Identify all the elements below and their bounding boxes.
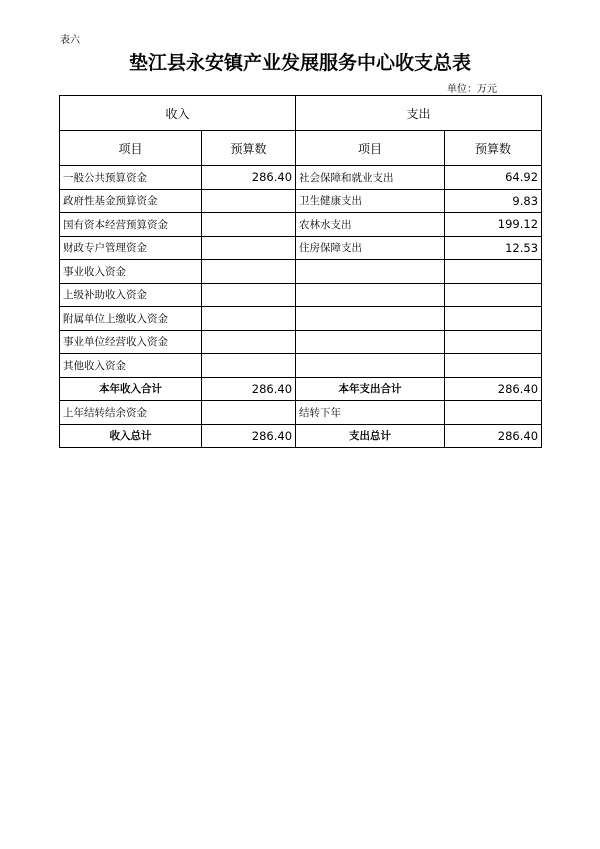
income-item-cell: 上级补助收入资金 <box>60 283 202 307</box>
table-row <box>60 213 542 237</box>
expense-carry-label: 结转下年 <box>296 401 445 425</box>
expense-subtotal-label: 本年支出合计 <box>296 377 445 401</box>
table-row <box>60 283 542 307</box>
income-value-cell <box>202 330 296 354</box>
income-item-cell: 一般公共预算资金 <box>60 166 202 190</box>
expense-item-cell <box>296 260 445 284</box>
income-item-cell: 其他收入资金 <box>60 354 202 378</box>
income-value-cell <box>202 260 296 284</box>
page-title: 垫江县永安镇产业发展服务中心收支总表 <box>128 52 471 74</box>
income-total-value: 286.40 <box>202 424 296 448</box>
income-value-cell <box>202 189 296 213</box>
expense-item-cell: 住房保障支出 <box>296 236 445 260</box>
table-row <box>60 307 542 331</box>
expense-value-cell: 64.92 <box>445 166 542 190</box>
unit-label: 单位：万元 <box>447 84 497 95</box>
expense-section-header: 支出 <box>296 96 542 131</box>
income-budget-header: 预算数 <box>202 131 296 166</box>
expense-item-cell <box>296 354 445 378</box>
income-subtotal-value: 286.40 <box>202 377 296 401</box>
income-carry-label: 上年结转结余资金 <box>60 401 202 425</box>
expense-item-cell: 农林水支出 <box>296 213 445 237</box>
expense-subtotal-value: 286.40 <box>445 377 542 401</box>
budget-summary-table <box>59 95 542 448</box>
income-value-cell <box>202 213 296 237</box>
carry-row <box>60 401 542 425</box>
expense-item-cell <box>296 307 445 331</box>
table-row <box>60 166 542 190</box>
expense-value-cell <box>445 260 542 284</box>
income-value-cell: 286.40 <box>202 166 296 190</box>
table-row <box>60 260 542 284</box>
income-section-header: 收入 <box>60 96 296 131</box>
table-row <box>60 236 542 260</box>
income-value-cell <box>202 354 296 378</box>
expense-total-label: 支出总计 <box>296 424 445 448</box>
income-value-cell <box>202 307 296 331</box>
expense-total-value: 286.40 <box>445 424 542 448</box>
expense-item-cell: 卫生健康支出 <box>296 189 445 213</box>
expense-value-cell: 12.53 <box>445 236 542 260</box>
column-header-row <box>60 131 542 166</box>
income-item-cell: 事业单位经营收入资金 <box>60 330 202 354</box>
income-item-header: 项目 <box>60 131 202 166</box>
expense-carry-value <box>445 401 542 425</box>
table-row <box>60 189 542 213</box>
total-row <box>60 424 542 448</box>
expense-item-cell <box>296 283 445 307</box>
expense-value-cell: 199.12 <box>445 213 542 237</box>
expense-value-cell <box>445 354 542 378</box>
expense-value-cell <box>445 307 542 331</box>
table-row <box>60 354 542 378</box>
income-item-cell: 财政专户管理资金 <box>60 236 202 260</box>
expense-budget-header: 预算数 <box>445 131 542 166</box>
income-item-cell: 事业收入资金 <box>60 260 202 284</box>
income-subtotal-label: 本年收入合计 <box>60 377 202 401</box>
income-item-cell: 政府性基金预算资金 <box>60 189 202 213</box>
income-value-cell <box>202 283 296 307</box>
expense-value-cell <box>445 330 542 354</box>
section-header-row <box>60 96 542 131</box>
income-total-label: 收入总计 <box>60 424 202 448</box>
table-row <box>60 330 542 354</box>
expense-item-header: 项目 <box>296 131 445 166</box>
expense-value-cell <box>445 283 542 307</box>
expense-item-cell: 社会保障和就业支出 <box>296 166 445 190</box>
income-carry-value <box>202 401 296 425</box>
subtotal-row <box>60 377 542 401</box>
expense-value-cell: 9.83 <box>445 189 542 213</box>
sheet-label: 表六 <box>60 35 80 46</box>
income-item-cell: 国有资本经营预算资金 <box>60 213 202 237</box>
income-value-cell <box>202 236 296 260</box>
expense-item-cell <box>296 330 445 354</box>
income-item-cell: 附属单位上缴收入资金 <box>60 307 202 331</box>
